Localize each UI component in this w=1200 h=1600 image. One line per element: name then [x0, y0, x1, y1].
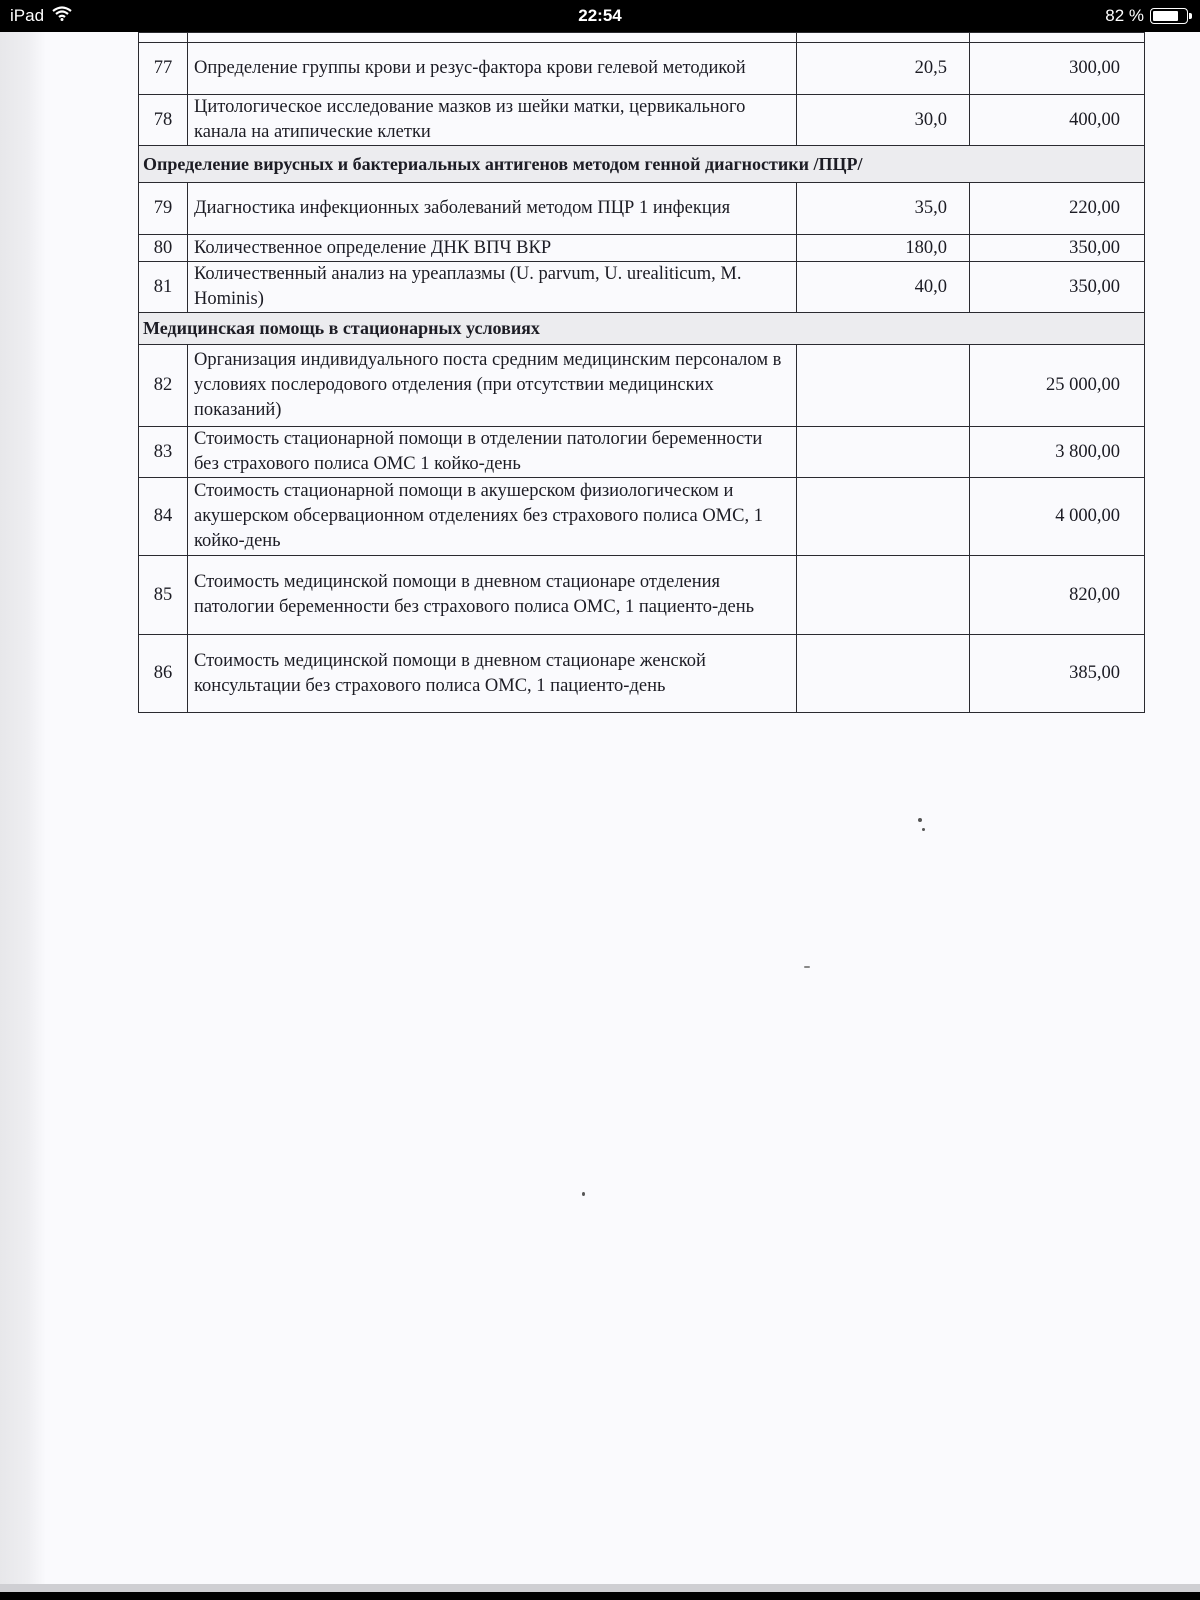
service-name: Стоимость медицинской помощи в дневном стационаре отделения патологии беременности без страхового полиса ОМС, 1 пациенто-день	[188, 556, 797, 635]
table-row	[139, 478, 1145, 556]
service-uet: 180,0	[797, 235, 970, 262]
row-number: 81	[139, 262, 188, 313]
row-number: 80	[139, 235, 188, 262]
device-name: iPad	[10, 6, 45, 25]
battery-percent: 82 %	[1105, 6, 1144, 25]
table-row	[139, 95, 1145, 146]
row-number: 83	[139, 427, 188, 478]
table-row	[139, 183, 1145, 235]
service-name: Стоимость стационарной помощи в отделении патологии беременности без страхового полиса ОМС 1 койко-день	[188, 427, 797, 478]
service-price: 3 800,00	[970, 427, 1145, 478]
service-name: Стоимость стационарной помощи в акушерском физиологическом и акушерском обсервационном отделениях без страхового полиса ОМС, 1 койко-день	[188, 478, 797, 556]
row-number: 85	[139, 556, 188, 635]
battery-icon	[1150, 8, 1188, 24]
row-number: 84	[139, 478, 188, 556]
status-right	[1105, 6, 1188, 26]
row-number: 77	[139, 43, 188, 95]
service-uet	[797, 556, 970, 635]
page-edge-shadow	[0, 32, 46, 1592]
row-number: 79	[139, 183, 188, 235]
service-uet	[797, 635, 970, 713]
table-row	[139, 635, 1145, 713]
service-uet: 35,0	[797, 183, 970, 235]
row-number: 82	[139, 345, 188, 427]
section-header-row	[139, 313, 1145, 345]
service-price: 385,00	[970, 635, 1145, 713]
table-row-cropped	[139, 33, 1145, 43]
service-uet: 30,0	[797, 95, 970, 146]
table-row	[139, 427, 1145, 478]
service-uet	[797, 478, 970, 556]
table-row	[139, 556, 1145, 635]
service-name: Определение группы крови и резус-фактора крови гелевой методикой	[188, 43, 797, 95]
section-header-row	[139, 146, 1145, 183]
table-row	[139, 262, 1145, 313]
table-row	[139, 43, 1145, 95]
service-price: 350,00	[970, 235, 1145, 262]
status-bar	[0, 0, 1200, 32]
service-name: Цитологическое исследование мазков из шейки матки, цервикального канала на атипические клетки	[188, 95, 797, 146]
service-price: 400,00	[970, 95, 1145, 146]
service-price: 820,00	[970, 556, 1145, 635]
section-title: Определение вирусных и бактериальных антигенов методом генной диагностики /ПЦР/	[139, 146, 1145, 183]
section-title: Медицинская помощь в стационарных условиях	[139, 313, 1145, 345]
service-price: 4 000,00	[970, 478, 1145, 556]
price-table	[138, 32, 1145, 713]
page-bottom-edge	[0, 1584, 1200, 1592]
service-name: Диагностика инфекционных заболеваний методом ПЦР 1 инфекция	[188, 183, 797, 235]
table-row	[139, 235, 1145, 262]
service-name: Количественный анализ на уреаплазмы (U. parvum, U. urealiticum, M. Hominis)	[188, 262, 797, 313]
service-uet: 20,5	[797, 43, 970, 95]
service-name: Стоимость медицинской помощи в дневном стационаре женской консультации без страхового полиса ОМС, 1 пациенто-день	[188, 635, 797, 713]
service-uet	[797, 427, 970, 478]
clock: 22:54	[578, 6, 622, 25]
service-price: 25 000,00	[970, 345, 1145, 427]
document-page[interactable]	[0, 32, 1200, 1592]
service-uet	[797, 345, 970, 427]
battery-level	[1153, 11, 1178, 21]
service-name: Организация индивидуального поста средним медицинским персоналом в условиях послеродового отделения (при отсутствии медицинских показаний)	[188, 345, 797, 427]
row-number: 86	[139, 635, 188, 713]
service-price: 220,00	[970, 183, 1145, 235]
table-row	[139, 345, 1145, 427]
service-name: Количественное определение ДНК ВПЧ ВКР	[188, 235, 797, 262]
service-price: 350,00	[970, 262, 1145, 313]
service-uet: 40,0	[797, 262, 970, 313]
row-number: 78	[139, 95, 188, 146]
service-price: 300,00	[970, 43, 1145, 95]
